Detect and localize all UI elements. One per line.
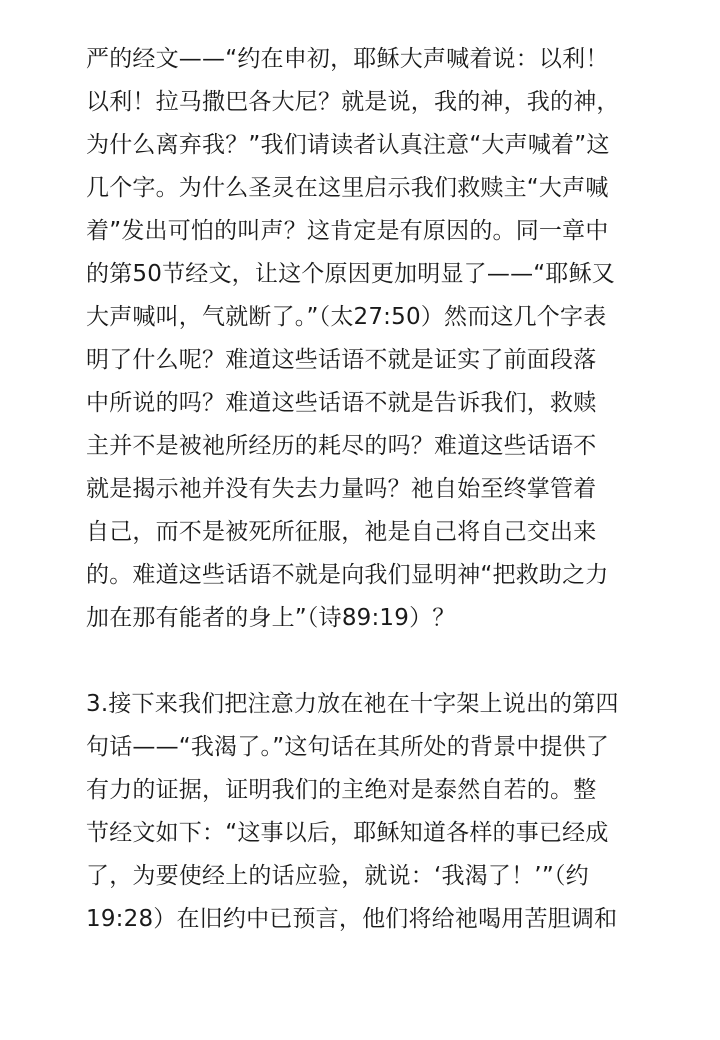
text-line: 主并不是被祂所经历的耗尽的吗？难道这些话语不 xyxy=(86,433,597,459)
text-line: 3.接下来我们把注意力放在祂在十字架上说出的第四 xyxy=(86,691,619,717)
text-line: 中所说的吗？难道这些话语不就是告诉我们，救赎 xyxy=(86,390,597,416)
text-line: 的第50节经文，让这个原因更加明显了——“耶稣又 xyxy=(86,261,615,287)
paragraph-1 xyxy=(86,38,646,640)
paragraph-2 xyxy=(86,683,646,941)
text-line: 的。难道这些话语不就是向我们显明神“把救助之力 xyxy=(86,562,609,588)
text-line: 自己，而不是被死所征服，祂是自己将自己交出来 xyxy=(86,519,597,545)
document-body xyxy=(86,38,646,941)
text-line: 为什么离弃我？”我们请读者认真注意“大声喊着”这 xyxy=(86,132,610,158)
text-line: 几个字。为什么圣灵在这里启示我们救赎主“大声喊 xyxy=(86,175,609,201)
text-line: 19:28）在旧约中已预言，他们将给祂喝用苦胆调和 xyxy=(86,906,618,932)
text-line: 节经文如下：“这事以后，耶稣知道各样的事已经成 xyxy=(86,820,609,846)
text-line: 大声喊叫，气就断了。”（太27:50）然而这几个字表 xyxy=(86,304,607,330)
text-line: 以利！拉马撒巴各大尼？就是说，我的神，我的神， xyxy=(86,89,620,115)
text-line: 着”发出可怕的叫声？这肯定是有原因的。同一章中 xyxy=(86,218,609,244)
text-line: 明了什么呢？难道这些话语不就是证实了前面段落 xyxy=(86,347,597,373)
paragraph-spacer xyxy=(86,640,646,683)
text-line: 句话——“我渴了。”这句话在其所处的背景中提供了 xyxy=(86,734,610,760)
text-line: 有力的证据，证明我们的主绝对是泰然自若的。整 xyxy=(86,777,597,803)
text-line: 就是揭示祂并没有失去力量吗？祂自始至终掌管着 xyxy=(86,476,597,502)
text-line: 加在那有能者的身上”（诗89:19）？ xyxy=(86,605,456,631)
text-line: 严的经文——“约在申初，耶稣大声喊着说：以利！ xyxy=(86,46,609,72)
text-line: 了，为要使经上的话应验，就说：‘我渴了！’”（约 xyxy=(86,863,589,889)
